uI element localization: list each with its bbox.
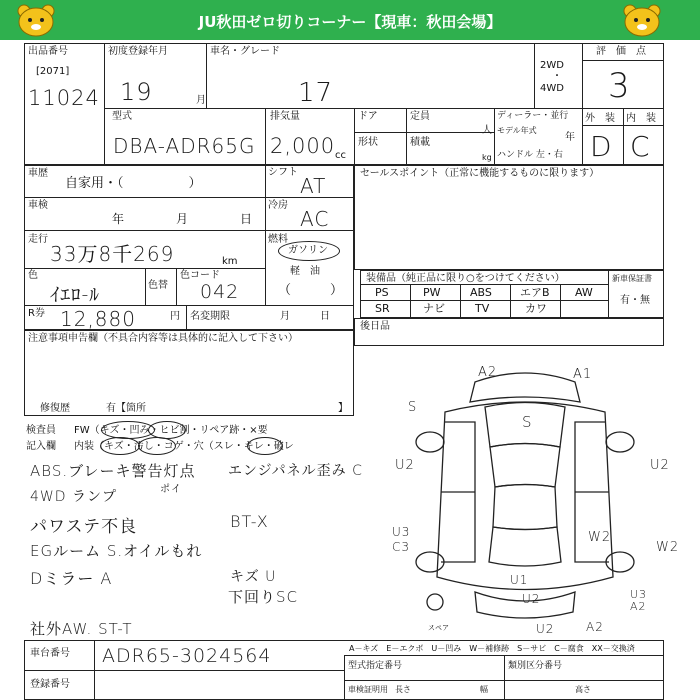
height-label: 高さ <box>575 685 591 694</box>
int-grade-value: C <box>630 130 651 163</box>
rear-seat-label: 後日品 <box>360 321 390 332</box>
color-code-value: 042 <box>200 281 240 303</box>
notes-label: 注意事項申告欄（不具合内容等は具体的に記入して下さい） <box>28 333 298 344</box>
equipment-label: 装備品（純正品に限り○をつけてください） <box>366 273 565 284</box>
warranty-label: 新車保証書 <box>612 274 652 283</box>
repair-label: 修復歴 <box>40 403 70 414</box>
doors-label: ドア <box>358 111 378 122</box>
model-type-label: 型式 <box>112 111 132 122</box>
sales-point-label: セールスポイント（正常に機能するものに限ります） <box>360 168 600 179</box>
mileage-value: 33万8千269 <box>50 242 175 266</box>
equip-aw: AW <box>575 286 593 299</box>
lot-number-value: 11024 <box>28 86 100 110</box>
chassis-no-value: ADR65-3024564 <box>102 645 272 667</box>
displacement-value: 2,000 <box>270 134 336 158</box>
special-no-label: 型式指定番号 <box>348 661 403 671</box>
lot-small-value: [2071] <box>36 66 70 77</box>
score-label: 評 価 点 <box>596 46 646 57</box>
mark-u2-bottom: U2 <box>536 622 555 636</box>
mascot-bear-right-icon <box>620 3 664 37</box>
year-value: 19 <box>120 78 153 106</box>
fuel-light-oil: 軽 油 <box>290 266 320 277</box>
mark-u2-right: U2 <box>650 458 670 473</box>
model-name-value: 17 <box>298 78 334 108</box>
windshield-shape <box>490 444 560 488</box>
class-no-label: 類別区分番号 <box>508 661 563 671</box>
fuel-label: 燃料 <box>268 234 288 245</box>
score-value: 3 <box>608 66 631 106</box>
handle-option: ハンドル 左・右 <box>497 150 563 160</box>
equip-navi: ナビ <box>423 302 445 315</box>
2wd-option: 2WD <box>540 60 564 71</box>
warranty-choices: 有・無 <box>620 295 650 306</box>
capacity-label: 定員 <box>410 111 430 122</box>
circle-sure <box>247 437 283 455</box>
shape-label: 形状 <box>358 137 378 148</box>
note-abs: ABS.ブレーキ警告灯点 <box>30 462 196 480</box>
note-ps: パワステ不良 <box>30 517 138 537</box>
color-swatch-label: 色替 <box>148 280 168 291</box>
header-title: JU秋田ゼロ切りコーナー【現車：秋田会場】 <box>198 13 502 31</box>
note-kizu-u: キズ U <box>230 569 277 585</box>
mark-a2-top: A2 <box>478 365 498 380</box>
mark-u1-rear: U1 <box>510 573 529 587</box>
dealer-option: ディーラー・並行 <box>497 111 569 121</box>
mark-w2-right: W2 <box>656 540 680 555</box>
dot-sep: ・ <box>552 71 562 82</box>
mark-c3-left: C3 <box>392 540 411 554</box>
model-grade-label: 車名・グレード <box>210 46 280 57</box>
name-change-day: 日 <box>320 311 330 322</box>
spare-tire-shape <box>427 594 443 610</box>
equip-airbag: エアB <box>520 286 550 299</box>
km-unit: km <box>222 256 238 267</box>
legend-text: A－キズ E－エクボ U－凹み W－補修跡 S－サビ C－腐食 XX－交換済 <box>349 644 635 653</box>
note-bt: BT-X <box>230 512 269 531</box>
inspector-label: 検査員 <box>26 425 56 436</box>
note-aw: 社外AW. ST-T <box>30 620 133 638</box>
recycle-value: 12,880 <box>60 307 136 331</box>
mark-s-roof: S <box>522 413 533 431</box>
equip-pw: PW <box>423 286 441 299</box>
spare-label: スペア <box>428 624 449 632</box>
mark-u2-left: U2 <box>395 458 415 473</box>
equip-leather: カワ <box>525 302 547 315</box>
notation-label: 記入欄 <box>26 441 56 452</box>
width-label: 幅 <box>480 685 488 694</box>
insp-day: 日 <box>240 212 253 226</box>
repair-bracket-close: 】 <box>338 403 348 414</box>
4wd-option: 4WD <box>540 83 564 94</box>
equip-abs: ABS <box>470 286 492 299</box>
mark-u2-rear: U2 <box>522 592 541 606</box>
note-small: ポイ <box>160 484 182 495</box>
insp-year: 年 <box>112 212 125 226</box>
note-4wd: 4WD ランプ <box>30 489 117 505</box>
color-label: 色 <box>28 270 38 281</box>
model-code-value: DBA-ADR65G <box>113 134 256 158</box>
rear-glass-shape <box>489 527 561 566</box>
load-label: 積載 <box>410 137 430 148</box>
reg-no-label: 登録番号 <box>30 679 70 690</box>
mark-w2-mid: W2 <box>588 530 612 545</box>
mileage-label: 走行 <box>28 234 48 245</box>
notation-row: 内装（キズ・汚し・コゲ・穴（スレ・キレ・破レ <box>74 441 294 452</box>
lot-no-label: 出品番号 <box>28 46 68 57</box>
chassis-no-label: 車台番号 <box>30 648 70 659</box>
roof-shape <box>493 485 557 530</box>
shift-label: シフト <box>268 167 298 178</box>
month-word: 月 <box>196 95 206 106</box>
yen-unit: 円 <box>170 311 180 322</box>
cc-unit: cc <box>335 150 346 161</box>
note-panel: エンジパネル歪み C <box>228 463 363 479</box>
inspection-label: 車検 <box>28 200 48 211</box>
length-label: 長さ <box>395 685 411 694</box>
note-shita: 下回りSC <box>228 588 298 606</box>
mark-a2-bottom: A2 <box>586 620 604 634</box>
name-change-label: 名変期限 <box>190 311 230 322</box>
person-unit: 人 <box>482 125 492 136</box>
int-label: 内 装 <box>626 113 656 124</box>
circle-kizu <box>101 421 155 439</box>
inspector-row: FW（キズ・凹み・ヒビ割・リペア跡・×要 <box>74 425 268 436</box>
first-reg-label: 初度登録年月 <box>108 46 168 57</box>
year-suffix: 年 <box>565 132 575 143</box>
history-label: 車歴 <box>28 168 48 179</box>
ac-label: 冷房 <box>268 200 288 211</box>
mark-s-left: S <box>408 400 418 415</box>
mark-a2-right: A2 <box>630 600 647 613</box>
equip-tv: TV <box>475 302 490 315</box>
equip-sr: SR <box>375 302 390 315</box>
fuel-paren: （ ） <box>278 283 344 298</box>
kg-unit: kg <box>482 153 492 162</box>
rear-seat-box <box>354 318 664 346</box>
recycle-label: R券 <box>28 308 45 319</box>
history-choices: 自家用・（ ） <box>65 176 202 191</box>
name-change-month: 月 <box>280 311 290 322</box>
equip-ps: PS <box>375 286 389 299</box>
note-eg: EGルーム S.オイルもれ <box>30 542 203 560</box>
ac-value: AC <box>300 207 330 231</box>
insp-month: 月 <box>176 212 189 226</box>
model-year-label: モデル年式 <box>497 126 537 135</box>
ext-grade-value: D <box>590 130 613 163</box>
ext-label: 外 装 <box>585 113 615 124</box>
shift-value: AT <box>300 174 327 198</box>
color-code-label: 色コード <box>180 270 220 281</box>
repair-choices: 有【箇所 <box>106 403 146 414</box>
color-value: ｲｴﾛ-ﾙ <box>50 284 100 306</box>
permit-dims-label: 車検証明用 <box>348 685 388 694</box>
mark-u3-left: U3 <box>392 525 411 539</box>
circle-kizu2 <box>100 437 140 455</box>
circle-yogore <box>138 437 176 455</box>
note-mirror: Dミラー A <box>30 569 113 588</box>
sales-point-box <box>354 165 664 270</box>
fuel-gasoline: ガソリン <box>288 245 328 256</box>
displacement-label: 排気量 <box>270 111 300 122</box>
header-bar <box>0 0 700 40</box>
mark-u3-right: U3 <box>630 588 648 601</box>
mark-a1-top: A1 <box>573 367 593 382</box>
